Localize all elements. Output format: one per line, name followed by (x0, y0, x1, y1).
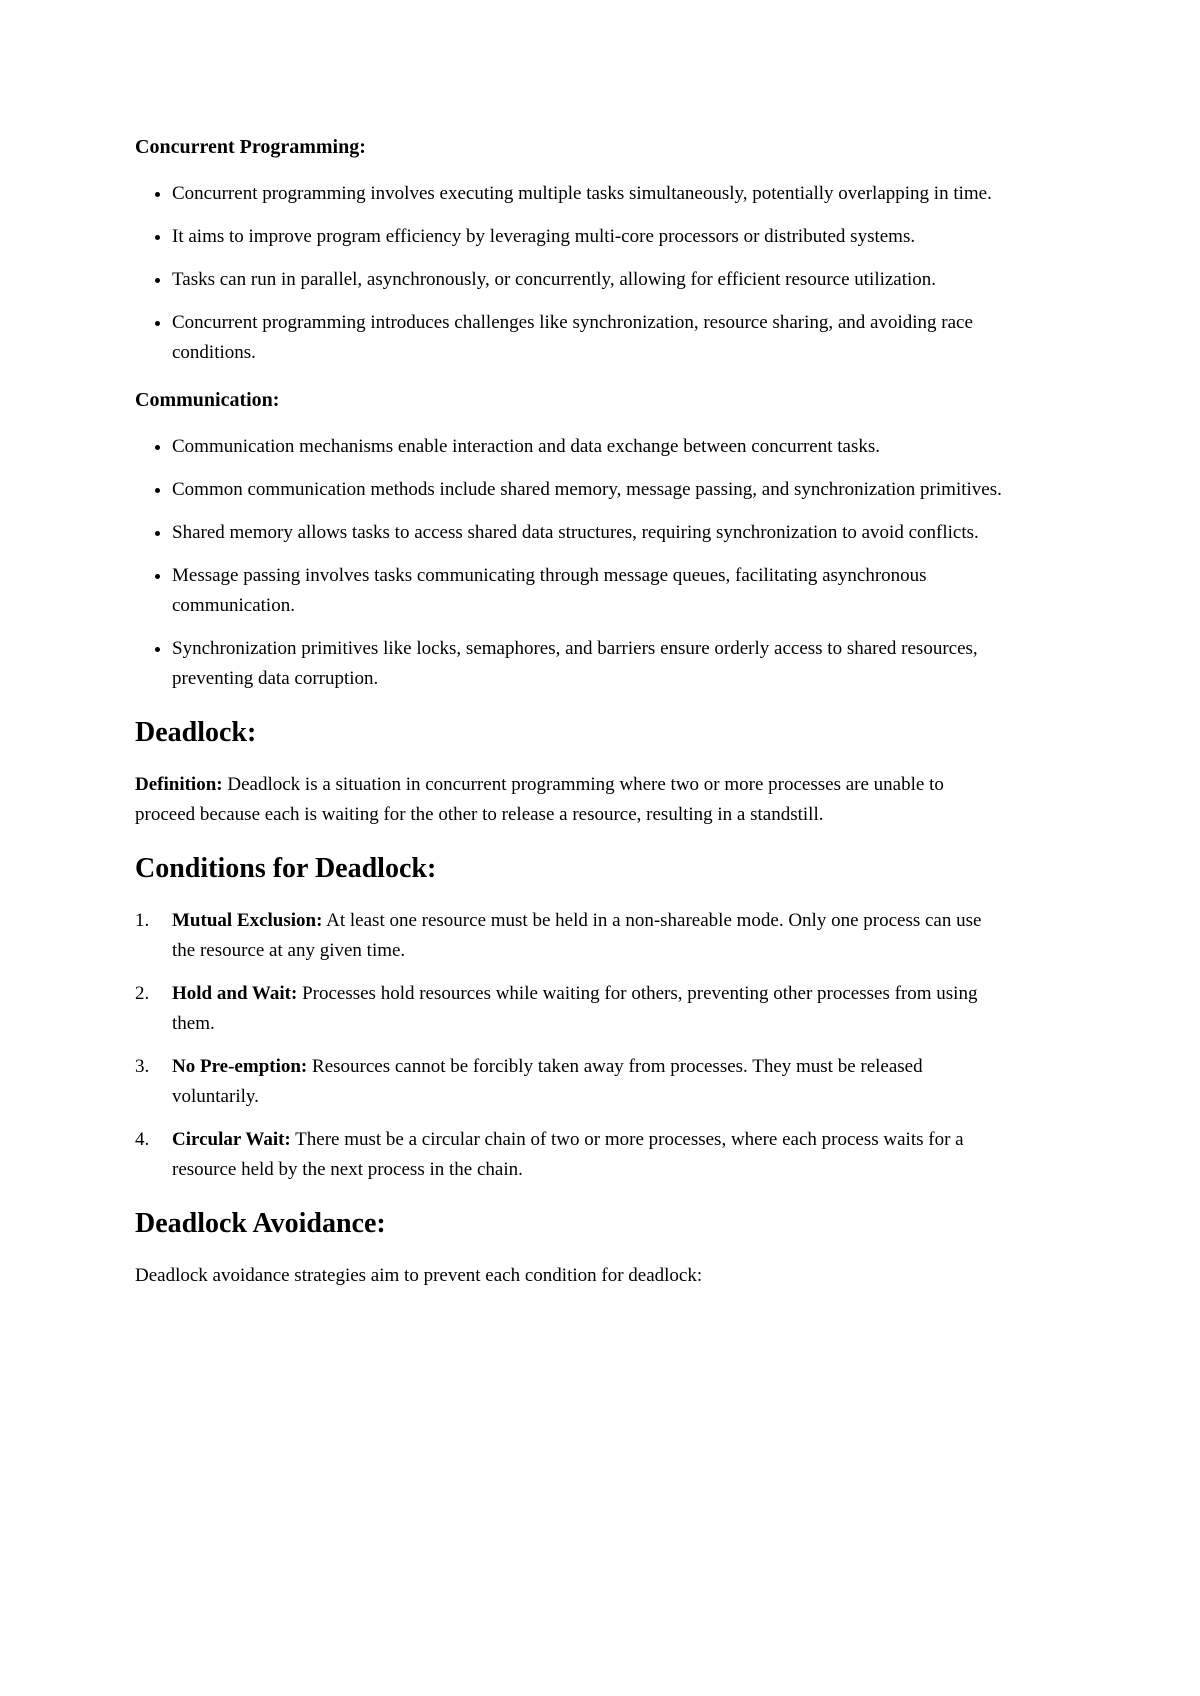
numbered-item (135, 1052, 1005, 1112)
item-number: 3. (135, 1056, 150, 1077)
item-body (172, 1125, 1005, 1185)
communication-bullet-list (135, 432, 1005, 694)
definition-text: Deadlock is a situation in concurrent programming where two or more processes are unable to proceed because each is waiting for the other to release a resource, resulting in a standstill. (135, 774, 944, 825)
heading-communication: Communication: (135, 389, 280, 411)
item-number: 1. (135, 910, 150, 931)
item-body (172, 979, 1005, 1039)
numbered-item (135, 979, 1005, 1039)
item-body (172, 906, 1005, 966)
item-lead: Hold and Wait: (172, 983, 298, 1004)
numbered-item (135, 1125, 1005, 1185)
item-text: Resources cannot be forcibly taken away from processes. They must be released voluntarily. (172, 1056, 923, 1107)
item-body (172, 1052, 1005, 1112)
item-text: There must be a circular chain of two or more processes, where each process waits for a resource held by the next process in the chain. (172, 1129, 964, 1180)
item-text: Processes hold resources while waiting for others, preventing other processes from using them. (172, 983, 978, 1034)
item-number: 2. (135, 983, 150, 1004)
list-item: • Shared memory allows tasks to access shared data structures, requiring synchronization to avoid conflicts. (172, 518, 1005, 548)
list-item: • It aims to improve program efficiency by leveraging multi-core processors or distributed systems. (172, 222, 1005, 252)
item-text: At least one resource must be held in a non-shareable mode. Only one process can use the resource at any given time. (172, 910, 982, 961)
list-item: • Concurrent programming introduces challenges like synchronization, resource sharing, and avoiding race conditions. (172, 308, 1005, 368)
item-lead: No Pre-emption: (172, 1056, 308, 1077)
definition-lead: Definition: (135, 774, 223, 795)
item-lead: Mutual Exclusion: (172, 910, 323, 931)
list-item: • Message passing involves tasks communicating through message queues, facilitating asynchronous communication. (172, 561, 1005, 621)
item-number: 4. (135, 1129, 150, 1150)
heading-deadlock: Deadlock: (135, 717, 257, 748)
conditions-numbered-list (135, 906, 1005, 1185)
list-item: • Synchronization primitives like locks, semaphores, and barriers ensure orderly access to shared resources, preventing data corruption. (172, 634, 1005, 694)
deadlock-definition-paragraph (135, 770, 1005, 830)
list-item: • Communication mechanisms enable interaction and data exchange between concurrent tasks. (172, 432, 1005, 462)
list-item: • Concurrent programming involves executing multiple tasks simultaneously, potentially overlapping in time. (172, 179, 1005, 209)
item-lead: Circular Wait: (172, 1129, 291, 1150)
heading-conditions-for-deadlock: Conditions for Deadlock: (135, 853, 437, 884)
concurrent-programming-bullet-list (135, 179, 1005, 368)
heading-concurrent-programming: Concurrent Programming: (135, 136, 366, 158)
heading-deadlock-avoidance: Deadlock Avoidance: (135, 1208, 386, 1239)
list-item: • Tasks can run in parallel, asynchronously, or concurrently, allowing for efficient resource utilization. (172, 265, 1005, 295)
avoidance-intro-paragraph: Deadlock avoidance strategies aim to prevent each condition for deadlock: (135, 1265, 703, 1286)
numbered-item (135, 906, 1005, 966)
list-item: • Common communication methods include shared memory, message passing, and synchronization primitives. (172, 475, 1005, 505)
